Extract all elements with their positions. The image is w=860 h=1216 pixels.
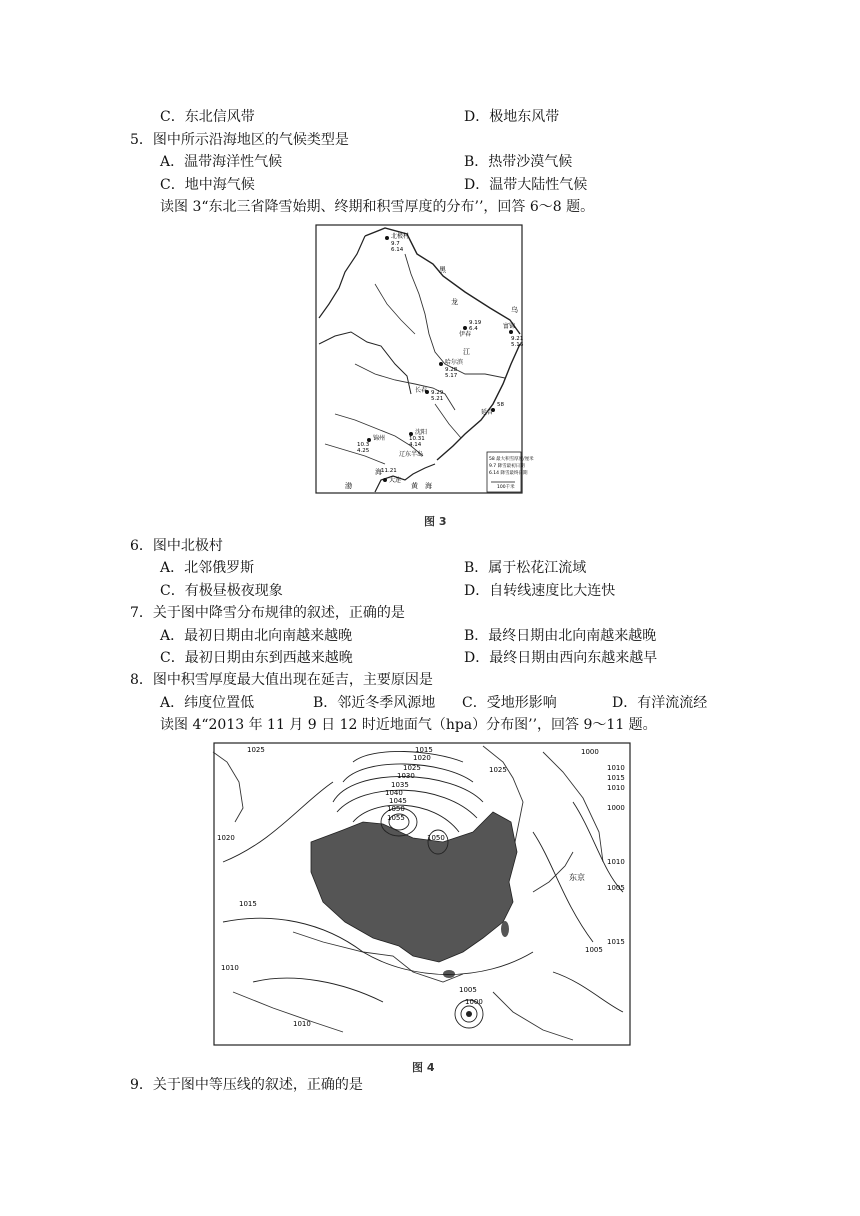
q5-option-d: D．温带大陆性气候 [464, 177, 588, 193]
q5-option-b: B．热带沙漠气候 [464, 154, 573, 170]
city-yanji: 延吉 [481, 409, 494, 416]
dalian-first-date: 11.21 [381, 468, 397, 474]
q6-option-d: D．自转线速度比大连快 [464, 583, 616, 599]
beijicun-last-date: 6.14 [391, 247, 404, 253]
isobar-label-4: 1025 [403, 764, 421, 772]
q7-option-c: C．最初日期由东到西越来越晚 [160, 650, 353, 666]
isobar-label-8: 1045 [389, 797, 407, 805]
isobar-label-1: 1025 [247, 746, 265, 754]
isobar-label-18: 1010 [607, 858, 625, 866]
legend-snow-depth: 58 最大积雪厚度/厘米 [489, 457, 534, 462]
q5-option-c: C．地中海气候 [160, 177, 255, 193]
figure4-intro: 读图 4“2013 年 11 月 9 日 12 时近地面气（hpa）分布图’’，回答 9～11 题。 [160, 717, 657, 733]
fujin-last-date: 5.16 [511, 342, 524, 348]
harbin-first-date: 9.28 [445, 367, 458, 373]
beijicun-first-date: 9.7 [391, 241, 400, 247]
figure4-map [213, 742, 631, 1046]
q8-option-b: B．邻近冬季风源地 [313, 695, 436, 711]
legend-last-date: 6.14 降雪最终日期 [489, 471, 528, 476]
q6-option-a: A．北邻俄罗斯 [160, 560, 255, 576]
isobar-label-7: 1040 [385, 789, 403, 797]
isobar-label-3: 1020 [413, 754, 431, 762]
isobar-label-19: 1005 [607, 884, 625, 892]
figure3-map [315, 224, 534, 494]
q4-option-d: D．极地东风带 [464, 109, 560, 125]
shenyang-first-date: 10.31 [409, 436, 425, 442]
isobar-label-21: 1020 [217, 834, 235, 842]
city-changchun: 长春 [415, 387, 428, 394]
isobar-label-26: 1000 [465, 998, 483, 1006]
question-9: 9．关于图中等压线的叙述，正确的是 [130, 1077, 363, 1093]
city-beijicun: 北极村 [391, 233, 410, 240]
question-8: 8．图中积雪厚度最大值出现在延吉，主要原因是 [130, 672, 433, 688]
yanji-snow-depth: 58 [497, 402, 504, 408]
shenyang-last-date: 4.14 [409, 442, 422, 448]
isobar-label-12: 1025 [489, 766, 507, 774]
isobar-label-13: 1000 [581, 748, 599, 756]
q6-option-b: B．属于松花江流域 [464, 560, 587, 576]
yichun-first-date: 9.19 [469, 320, 482, 326]
isobar-label-14: 1010 [607, 764, 625, 772]
jinzhou-first-date: 10.3 [357, 442, 370, 448]
label-huang: 黄 [411, 482, 418, 490]
isobar-label-15: 1015 [607, 774, 625, 782]
city-harbin: 哈尔滨 [445, 359, 464, 366]
isobar-label-23: 1010 [221, 964, 239, 972]
figure4-caption: 图 4 [412, 1061, 435, 1074]
q7-option-b: B．最终日期由北向南越来越晚 [464, 628, 657, 644]
isobar-label-25: 1005 [459, 986, 477, 994]
isobar-label-20: 1015 [607, 938, 625, 946]
isobar-label-27: 1005 [585, 946, 603, 954]
isobar-label-10: 1055 [387, 814, 405, 822]
isobar-label-17: 1000 [607, 804, 625, 812]
q8-option-c: C．受地形影响 [462, 695, 557, 711]
label-liaodong: 辽东半岛 [399, 451, 424, 458]
legend-scale: 100千米 [497, 485, 515, 490]
yichun-last-date: 6.4 [469, 326, 478, 332]
city-yichun: 伊春 [459, 331, 472, 338]
q8-option-d: D．有洋流流经 [612, 695, 708, 711]
q8-option-a: A．纬度位置低 [160, 695, 255, 711]
figure3-intro: 读图 3“东北三省降雪始期、终期和积雪厚度的分布’’，回答 6～8 题。 [160, 199, 595, 215]
q5-option-a: A．温带海洋性气候 [160, 154, 283, 170]
q6-option-c: C．有极昼极夜现象 [160, 583, 283, 599]
isobar-label-11: 1050 [427, 834, 445, 842]
city-tokyo: 东京 [569, 873, 585, 882]
legend-first-date: 9.7 降雪最初日期 [489, 464, 525, 469]
q4-option-c: C．东北信风带 [160, 109, 255, 125]
city-dalian: 大连 [389, 477, 402, 484]
label-bo: 渤 [345, 482, 352, 490]
figure3-caption: 图 3 [424, 515, 447, 528]
label-hei: 黑 [439, 266, 446, 274]
fujin-first-date: 9.21 [511, 336, 524, 342]
city-shenyang: 沈阳 [415, 429, 428, 436]
isobar-label-2: 1015 [415, 746, 433, 754]
isobar-label-24: 1010 [293, 1020, 311, 1028]
figure3-map-svg [315, 224, 534, 494]
isobar-label-5: 1030 [397, 772, 415, 780]
label-hai2: 海 [375, 468, 382, 476]
question-6: 6．图中北极村 [130, 538, 223, 554]
jinzhou-last-date: 4.25 [357, 448, 370, 454]
city-fujin: 富锦 [502, 323, 515, 330]
harbin-last-date: 5.17 [445, 373, 458, 379]
label-long: 龙 [451, 298, 458, 306]
isobar-label-6: 1035 [391, 781, 409, 789]
figure4-map-svg [213, 742, 631, 1046]
changchun-last-date: 5.21 [431, 396, 444, 402]
isobar-label-22: 1015 [239, 900, 257, 908]
isobar-label-16: 1010 [607, 784, 625, 792]
q7-option-d: D．最终日期由西向东越来越早 [464, 650, 658, 666]
label-hai: 海 [425, 482, 432, 490]
changchun-first-date: 9.29 [431, 390, 444, 396]
q7-option-a: A．最初日期由北向南越来越晚 [160, 628, 353, 644]
question-7: 7．关于图中降雪分布规律的叙述，正确的是 [130, 605, 405, 621]
label-wu: 乌 [511, 306, 518, 314]
label-jiang: 江 [463, 348, 470, 356]
isobar-label-9: 1050 [387, 805, 405, 813]
question-5: 5．图中所示沿海地区的气候类型是 [130, 132, 349, 148]
city-jinzhou: 锦州 [373, 435, 386, 442]
